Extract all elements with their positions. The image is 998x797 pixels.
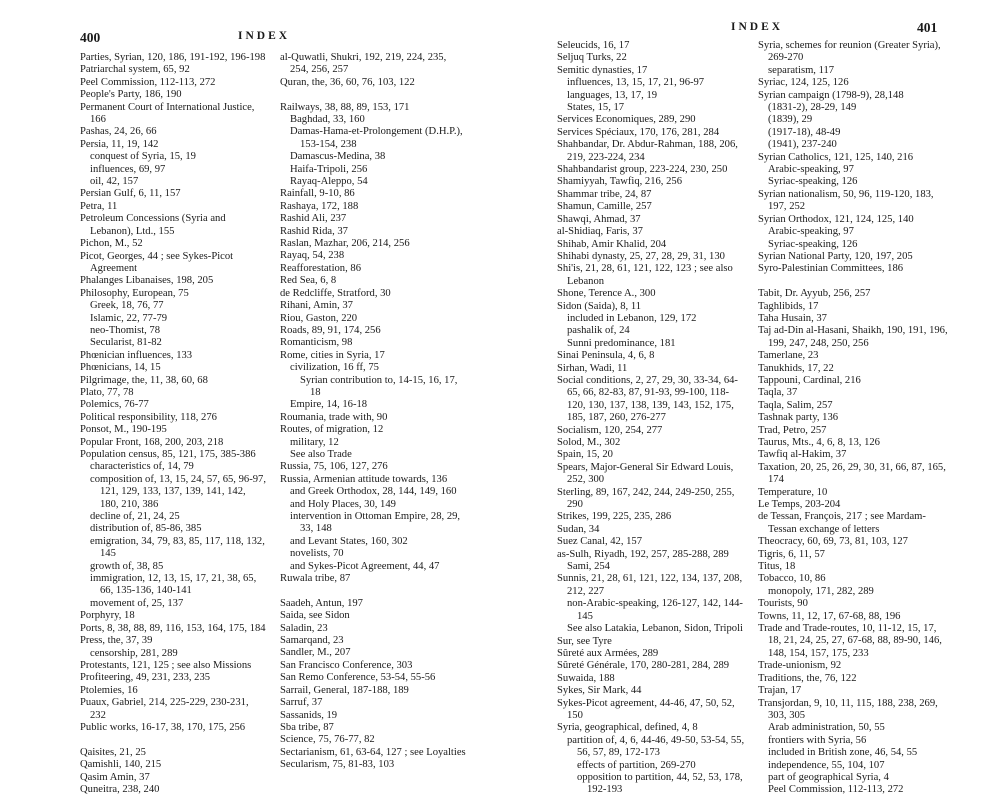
index-entry: Arab administration, 50, 55 (768, 722, 885, 734)
index-entry: Trad, Petro, 257 (758, 424, 827, 436)
index-entry: Shawqi, Ahmad, 37 (557, 213, 641, 225)
running-head: INDEX (238, 30, 291, 42)
index-entry: frontiers with Syria, 56 (768, 734, 867, 746)
index-entry: Parties, Syrian, 120, 186, 191-192, 196-198 (80, 52, 266, 63)
index-entry: Sarruf, 37 (280, 697, 323, 709)
left-page (0, 0, 499, 795)
index-entry: Trade and Trade-routes, 10, 11-12, 15, 17, 18, 21, 24, 25, 27, 67-68, 88, 89-90, 146, 148, 154, 157, 175, 233 (758, 623, 942, 659)
index-entry: Ruwala tribe, 87 (280, 573, 351, 585)
index-entry: Phœnicians, 14, 15 (80, 362, 161, 374)
index-entry: oil, 42, 157 (90, 176, 139, 188)
index-entry: Syria, geographical, defined, 4, 8 (557, 722, 698, 734)
index-entry: Syriac-speaking, 126 (768, 238, 858, 250)
index-entry: Sykes, Sir Mark, 44 (557, 685, 642, 697)
index-entry: Population census, 85, 121, 175, 385-386 (80, 449, 256, 460)
index-entry: Syrian Orthodox, 121, 124, 125, 140 (758, 213, 914, 225)
index-entry: Qasim Amin, 37 (80, 771, 150, 783)
index-entry: Syrian nationalism, 50, 96, 119-120, 183, 197, 252 (758, 188, 934, 213)
index-entry: emigration, 34, 79, 83, 85, 117, 118, 132, 145 (90, 535, 265, 560)
index-entry: Tawfiq al-Hakim, 37 (758, 449, 847, 461)
index-entry: intervention in Ottoman Empire, 28, 29, 33, 148 (290, 511, 461, 535)
index-entry: Petra, 11 (80, 200, 118, 212)
index-entry: Syriac-speaking, 126 (768, 176, 858, 188)
index-entry: and Levant States, 160, 302 (290, 535, 408, 547)
index-entry: Semitic dynasties, 17 (557, 64, 648, 76)
right-page (499, 0, 998, 795)
index-entry: Services Spéciaux, 170, 176, 281, 284 (557, 126, 720, 138)
index-entry: Shahbandarist group, 223-224, 230, 250 (557, 164, 728, 176)
index-entry: Damas-Hama-et-Prolongement (D.H.P.), 153-154, 238 (290, 126, 463, 150)
index-entry: Pilgrimage, the, 11, 38, 60, 68 (80, 374, 208, 386)
index-entry: Seljuq Turks, 22 (557, 52, 627, 64)
index-entry: neo-Thomist, 78 (90, 324, 161, 336)
index-entry: Qamishli, 140, 215 (80, 759, 162, 771)
index-entry: Towns, 11, 12, 17, 67-68, 88, 196 (758, 610, 901, 622)
index-entry: (1917-18), 48-49 (768, 126, 841, 138)
index-entry: Transjordan, 9, 10, 11, 115, 188, 238, 269, 303, 305 (758, 697, 938, 721)
index-entry: Russia, 75, 106, 127, 276 (280, 461, 388, 473)
index-entry: military, 12 (290, 436, 339, 448)
index-entry: Tamerlane, 23 (758, 350, 819, 362)
index-entry: Shihabi dynasty, 25, 27, 28, 29, 31, 130 (557, 250, 725, 262)
index-entry: Syro-Palestinian Committees, 186 (758, 263, 904, 275)
index-entry: Taurus, Mts., 4, 6, 8, 13, 126 (758, 436, 880, 448)
index-entry: Sandler, M., 207 (280, 647, 351, 659)
index-entry: Sectarianism, 61, 63-64, 127 ; see Loyalties (280, 746, 466, 758)
index-entry: Roumania, trade with, 90 (280, 411, 388, 423)
index-entry: Arabic-speaking, 97 (768, 164, 854, 176)
index-entry: Sûreté Générale, 170, 280-281, 284, 289 (557, 660, 730, 672)
index-entry: included in British zone, 46, 54, 55 (768, 747, 918, 759)
index-entry: See also Trade (290, 448, 352, 460)
index-entry: People's Party, 186, 190 (80, 89, 182, 101)
index-entry: Saadeh, Antun, 197 (280, 597, 363, 609)
index-entry: Reafforestation, 86 (280, 262, 361, 274)
index-entry: Seleucids, 16, 17 (557, 40, 630, 51)
index-entry: Tourists, 90 (758, 598, 808, 610)
index-entry: (1831-2), 28-29, 149 (768, 102, 857, 114)
index-entry: Taqla, Salim, 257 (758, 399, 833, 411)
index-entry: decline of, 21, 24, 25 (90, 511, 180, 523)
index-entry: effects of partition, 269-270 (577, 759, 696, 771)
index-entry: Sba tribe, 87 (280, 721, 334, 733)
index-entry: Sur, see Tyre (557, 635, 612, 647)
index-column (758, 40, 948, 797)
index-entry: Taha Husain, 37 (758, 312, 827, 324)
index-entry: included in Lebanon, 129, 172 (567, 312, 697, 324)
index-entry: Syrian campaign (1798-9), 28,148 (758, 89, 904, 101)
index-entry: Popular Front, 168, 200, 203, 218 (80, 436, 224, 448)
index-entry: partition of, 4, 6, 44-46, 49-50, 53-54, 55, 56, 57, 89, 172-173 (567, 734, 745, 759)
index-entry: Le Temps, 203-204 (758, 499, 841, 511)
index-entry: Secularist, 81-82 (90, 337, 162, 349)
page-number: 401 (917, 20, 938, 35)
index-entry: Peel Commission, 112-113, 272 (80, 76, 216, 88)
index-entry: Syriac, 124, 125, 126 (758, 77, 849, 89)
index-entry: Sykes-Picot agreement, 44-46, 47, 50, 52, 150 (557, 697, 735, 721)
index-entry: Spears, Major-General Sir Edward Louis, 252, 300 (557, 461, 734, 486)
index-entry: Sterling, 89, 167, 242, 244, 249-250, 255, 290 (557, 486, 735, 511)
index-entry: Raslan, Mazhar, 206, 214, 256 (280, 238, 410, 250)
index-entry: al-Shidiaq, Faris, 37 (557, 226, 643, 238)
index-entry: Baghdad, 33, 160 (290, 114, 365, 126)
index-entry: Qaisites, 21, 25 (80, 746, 146, 758)
index-entry: Syrian contribution to, 14-15, 16, 17, 18 (300, 374, 458, 398)
index-entry: Polemics, 76-77 (80, 399, 149, 411)
index-entry: Rashid Rida, 37 (280, 225, 348, 237)
index-entry: Riou, Gaston, 220 (280, 312, 358, 324)
index-entry: Picot, Georges, 44 ; see Sykes-Picot Agreement (80, 250, 234, 274)
index-entry: Political responsibility, 118, 276 (80, 411, 217, 423)
index-entry: Shamun, Camille, 257 (557, 201, 652, 213)
index-entry: Tappouni, Cardinal, 216 (758, 374, 861, 386)
index-entry: growth of, 38, 85 (90, 560, 164, 572)
index-entry: Red Sea, 6, 8 (280, 275, 337, 287)
index-entry: Ponsot, M., 190-195 (80, 424, 167, 436)
index-column (80, 52, 266, 796)
index-entry: Titus, 18 (758, 561, 796, 573)
index-entry: Samarqand, 23 (280, 635, 344, 647)
index-entry: Taxation, 20, 25, 26, 29, 30, 31, 66, 87, 165, 174 (758, 461, 946, 486)
index-entry: Ports, 8, 38, 88, 89, 116, 153, 164, 175, 184 (80, 622, 266, 634)
index-entry: Romanticism, 98 (280, 337, 353, 349)
index-entry: See also Latakia, Lebanon, Sidon, Tripoli (567, 623, 743, 635)
index-entry: Rome, cities in Syria, 17 (280, 349, 385, 361)
index-entry: Roads, 89, 91, 174, 256 (280, 324, 381, 336)
index-entry: Solod, M., 302 (557, 437, 621, 448)
index-entry: Taqla, 37 (758, 387, 798, 399)
index-entry: Strikes, 199, 225, 235, 286 (557, 511, 672, 523)
index-entry: Phalanges Libanaises, 198, 205 (80, 275, 214, 287)
index-entry: Routes, of migration, 12 (280, 424, 384, 436)
index-entry: as-Sulh, Riyadh, 192, 257, 285-288, 289 (557, 548, 729, 560)
index-entry: and Greek Orthodox, 28, 144, 149, 160 (290, 486, 457, 498)
index-entry: Rashaya, 172, 188 (280, 200, 359, 212)
index-entry: immigration, 12, 13, 15, 17, 21, 38, 65, 66, 135-136, 140-141 (90, 573, 257, 597)
index-entry: Tobacco, 10, 86 (758, 573, 826, 585)
index-entry: Ptolemies, 16 (80, 684, 138, 696)
index-entry: and Holy Places, 30, 149 (290, 498, 396, 510)
index-column (557, 40, 745, 797)
index-entry: Press, the, 37, 39 (80, 635, 153, 647)
index-entry: Sinai Peninsula, 4, 6, 8 (557, 350, 655, 362)
page-number: 400 (80, 30, 101, 45)
index-entry: influences, 69, 97 (90, 163, 166, 175)
index-entry: Suez Canal, 42, 157 (557, 536, 643, 548)
index-entry: Theocracy, 60, 69, 73, 81, 103, 127 (758, 536, 908, 548)
index-entry: movement of, 25, 137 (90, 597, 184, 609)
index-entry: Public works, 16-17, 38, 170, 175, 256 (80, 721, 246, 733)
index-entry: languages, 13, 17, 19 (567, 89, 658, 101)
index-entry: opposition to partition, 44, 52, 53, 178, 192-193 (577, 771, 743, 796)
index-entry: San Remo Conference, 53-54, 55-56 (280, 672, 436, 684)
index-entry: Sarrail, General, 187-188, 189 (280, 684, 409, 696)
index-entry: Railways, 38, 88, 89, 153, 171 (280, 101, 410, 113)
running-head: INDEX (731, 21, 784, 33)
index-entry: Science, 75, 76-77, 82 (280, 734, 375, 746)
index-entry: Sidon (Saida), 8, 11 (557, 300, 642, 312)
index-entry: Shihab, Amir Khalid, 204 (557, 238, 667, 250)
index-entry: Trajan, 17 (758, 685, 802, 697)
index-entry: Rayaq-Aleppo, 54 (290, 176, 368, 188)
index-entry: Permanent Court of International Justice, 166 (80, 101, 255, 126)
index-entry: Empire, 14, 16-18 (290, 399, 368, 411)
index-entry: Secularism, 75, 81-83, 103 (280, 759, 395, 771)
index-entry: Saladin, 23 (280, 622, 328, 634)
index-entry: Phœnician influences, 133 (80, 349, 193, 361)
index-entry: Suwaida, 188 (557, 672, 615, 684)
index-entry: Saida, see Sidon (280, 610, 350, 622)
index-entry: Rihani, Amin, 37 (280, 300, 353, 312)
index-entry: Quran, the, 36, 60, 76, 103, 122 (280, 76, 415, 88)
index-entry: Protestants, 121, 125 ; see also Missions (80, 659, 252, 671)
index-entry: Shi'is, 21, 28, 61, 121, 122, 123 ; see also Lebanon (557, 263, 733, 287)
index-entry: Tanukhids, 17, 22 (758, 362, 834, 374)
index-column (280, 52, 466, 772)
index-entry: Tigris, 6, 11, 57 (758, 548, 825, 560)
index-entry: Taj ad-Din al-Hasani, Shaikh, 190, 191, 196, 199, 247, 248, 250, 256 (758, 325, 948, 349)
index-entry: Puaux, Gabriel, 214, 225-229, 230-231, 232 (80, 697, 249, 721)
index-entry: composition of, 13, 15, 24, 57, 65, 96-97, 121, 129, 133, 137, 139, 141, 142, 180, 210, 386 (90, 473, 266, 510)
index-entry: Pichon, M., 52 (80, 238, 143, 250)
index-entry: Syrian National Party, 120, 197, 205 (758, 250, 913, 262)
index-entry: Haifa-Tripoli, 256 (290, 163, 368, 175)
index-entry: Socialism, 120, 254, 277 (557, 424, 663, 436)
index-entry: Spain, 15, 20 (557, 449, 613, 461)
index-entry: Profiteering, 49, 231, 233, 235 (80, 672, 211, 684)
index-entry: Shahbandar, Dr. Abdur-Rahman, 188, 206, 219, 223-224, 234 (557, 139, 738, 163)
index-entry: influences, 13, 15, 17, 21, 96-97 (567, 77, 705, 89)
index-entry: Sunni predominance, 181 (567, 337, 676, 349)
index-entry: Sirhan, Wadi, 11 (557, 362, 628, 374)
index-entry: pashalik of, 24 (567, 325, 630, 337)
index-entry: Social conditions, 2, 27, 29, 30, 33-34, 64-65, 66, 82-83, 87, 91-93, 99-100, 118-120, 130, 137, 138, 139, 143, 152, 175, 185, 187, 260, 276-277 (557, 374, 738, 424)
index-entry: censorship, 281, 289 (90, 647, 178, 659)
index-entry: non-Arabic-speaking, 126-127, 142, 144-145 (567, 598, 743, 622)
index-entry: Tabit, Dr. Ayyub, 256, 257 (758, 288, 871, 300)
index-entry: Philosophy, European, 75 (80, 287, 189, 299)
index-entry: Taghlibids, 17 (758, 300, 819, 312)
index-entry: part of geographical Syria, 4 (768, 771, 889, 783)
index-entry: Arabic-speaking, 97 (768, 226, 854, 238)
index-entry: Persian Gulf, 6, 11, 157 (80, 188, 181, 200)
index-entry: Russia, Armenian attitude towards, 136 (280, 473, 448, 485)
index-entry: Rayaq, 54, 238 (280, 250, 345, 262)
index-entry: Services Economiques, 289, 290 (557, 114, 696, 126)
index-entry: Rainfall, 9-10, 86 (280, 188, 355, 200)
index-entry: distribution of, 85-86, 385 (90, 523, 202, 535)
index-entry: Tashnak party, 136 (758, 412, 839, 424)
index-entry: Trade-unionism, 92 (758, 660, 842, 672)
index-entry: (1839), 29 (768, 114, 813, 126)
index-entry: Pashas, 24, 26, 66 (80, 126, 157, 138)
index-entry: novelists, 70 (290, 548, 344, 560)
index-entry: Persia, 11, 19, 142 (80, 138, 159, 150)
index-entry: and Sykes-Picot Agreement, 44, 47 (290, 560, 440, 572)
index-entry: Quneitra, 238, 240 (80, 783, 160, 795)
index-entry: Porphyry, 18 (80, 610, 135, 622)
index-entry: Sûreté aux Armées, 289 (557, 647, 659, 659)
index-entry: Petroleum Concessions (Syria and Lebanon), Ltd., 155 (80, 213, 226, 237)
index-entry: Patriarchal system, 65, 92 (80, 64, 190, 76)
index-entry: separatism, 117 (768, 64, 835, 76)
index-entry: al-Quwatli, Shukri, 192, 219, 224, 235, 254, 256, 257 (280, 52, 447, 76)
index-entry: Shammar tribe, 24, 87 (557, 188, 652, 200)
index-entry: Damascus-Medina, 38 (290, 151, 386, 163)
index-entry: Rashid Ali, 237 (280, 213, 347, 225)
index-entry: Sudan, 34 (557, 523, 600, 535)
index-entry: characteristics of, 14, 79 (90, 461, 194, 473)
index-entry: de Tessan, François, 217 ; see Mardam-Tessan exchange of letters (758, 511, 926, 535)
index-entry: Greek, 18, 76, 77 (90, 300, 164, 312)
index-entry: Shone, Terence A., 300 (557, 288, 656, 300)
index-entry: Plato, 77, 78 (80, 386, 134, 398)
index-entry: independence, 55, 104, 107 (768, 759, 885, 771)
index-entry: Traditions, the, 76, 122 (758, 672, 857, 684)
index-entry: Sunnis, 21, 28, 61, 121, 122, 134, 137, 208, 212, 227 (557, 573, 743, 597)
index-entry: Peel Commission, 112-113, 272 (768, 784, 904, 796)
index-entry: Islamic, 22, 77-79 (90, 312, 168, 324)
index-entry: civilization, 16 ff, 75 (290, 362, 379, 374)
index-entry: Sassanids, 19 (280, 709, 338, 721)
index-entry: Sami, 254 (567, 561, 610, 573)
index-entry: conquest of Syria, 15, 19 (90, 151, 196, 163)
index-entry: de Redcliffe, Stratford, 30 (280, 287, 391, 299)
index-entry: San Francisco Conference, 303 (280, 659, 413, 671)
index-entry: monopoly, 171, 282, 289 (768, 585, 874, 597)
index-entry: (1941), 237-240 (768, 139, 837, 151)
index-entry: Temperature, 10 (758, 486, 828, 498)
index-entry: Shamiyyah, Tawfiq, 216, 256 (557, 176, 682, 188)
index-entry: Syrian Catholics, 121, 125, 140, 216 (758, 151, 914, 163)
index-entry: States, 15, 17 (567, 102, 625, 114)
index-entry: Syria, schemes for reunion (Greater Syria), 269-270 (758, 40, 941, 64)
